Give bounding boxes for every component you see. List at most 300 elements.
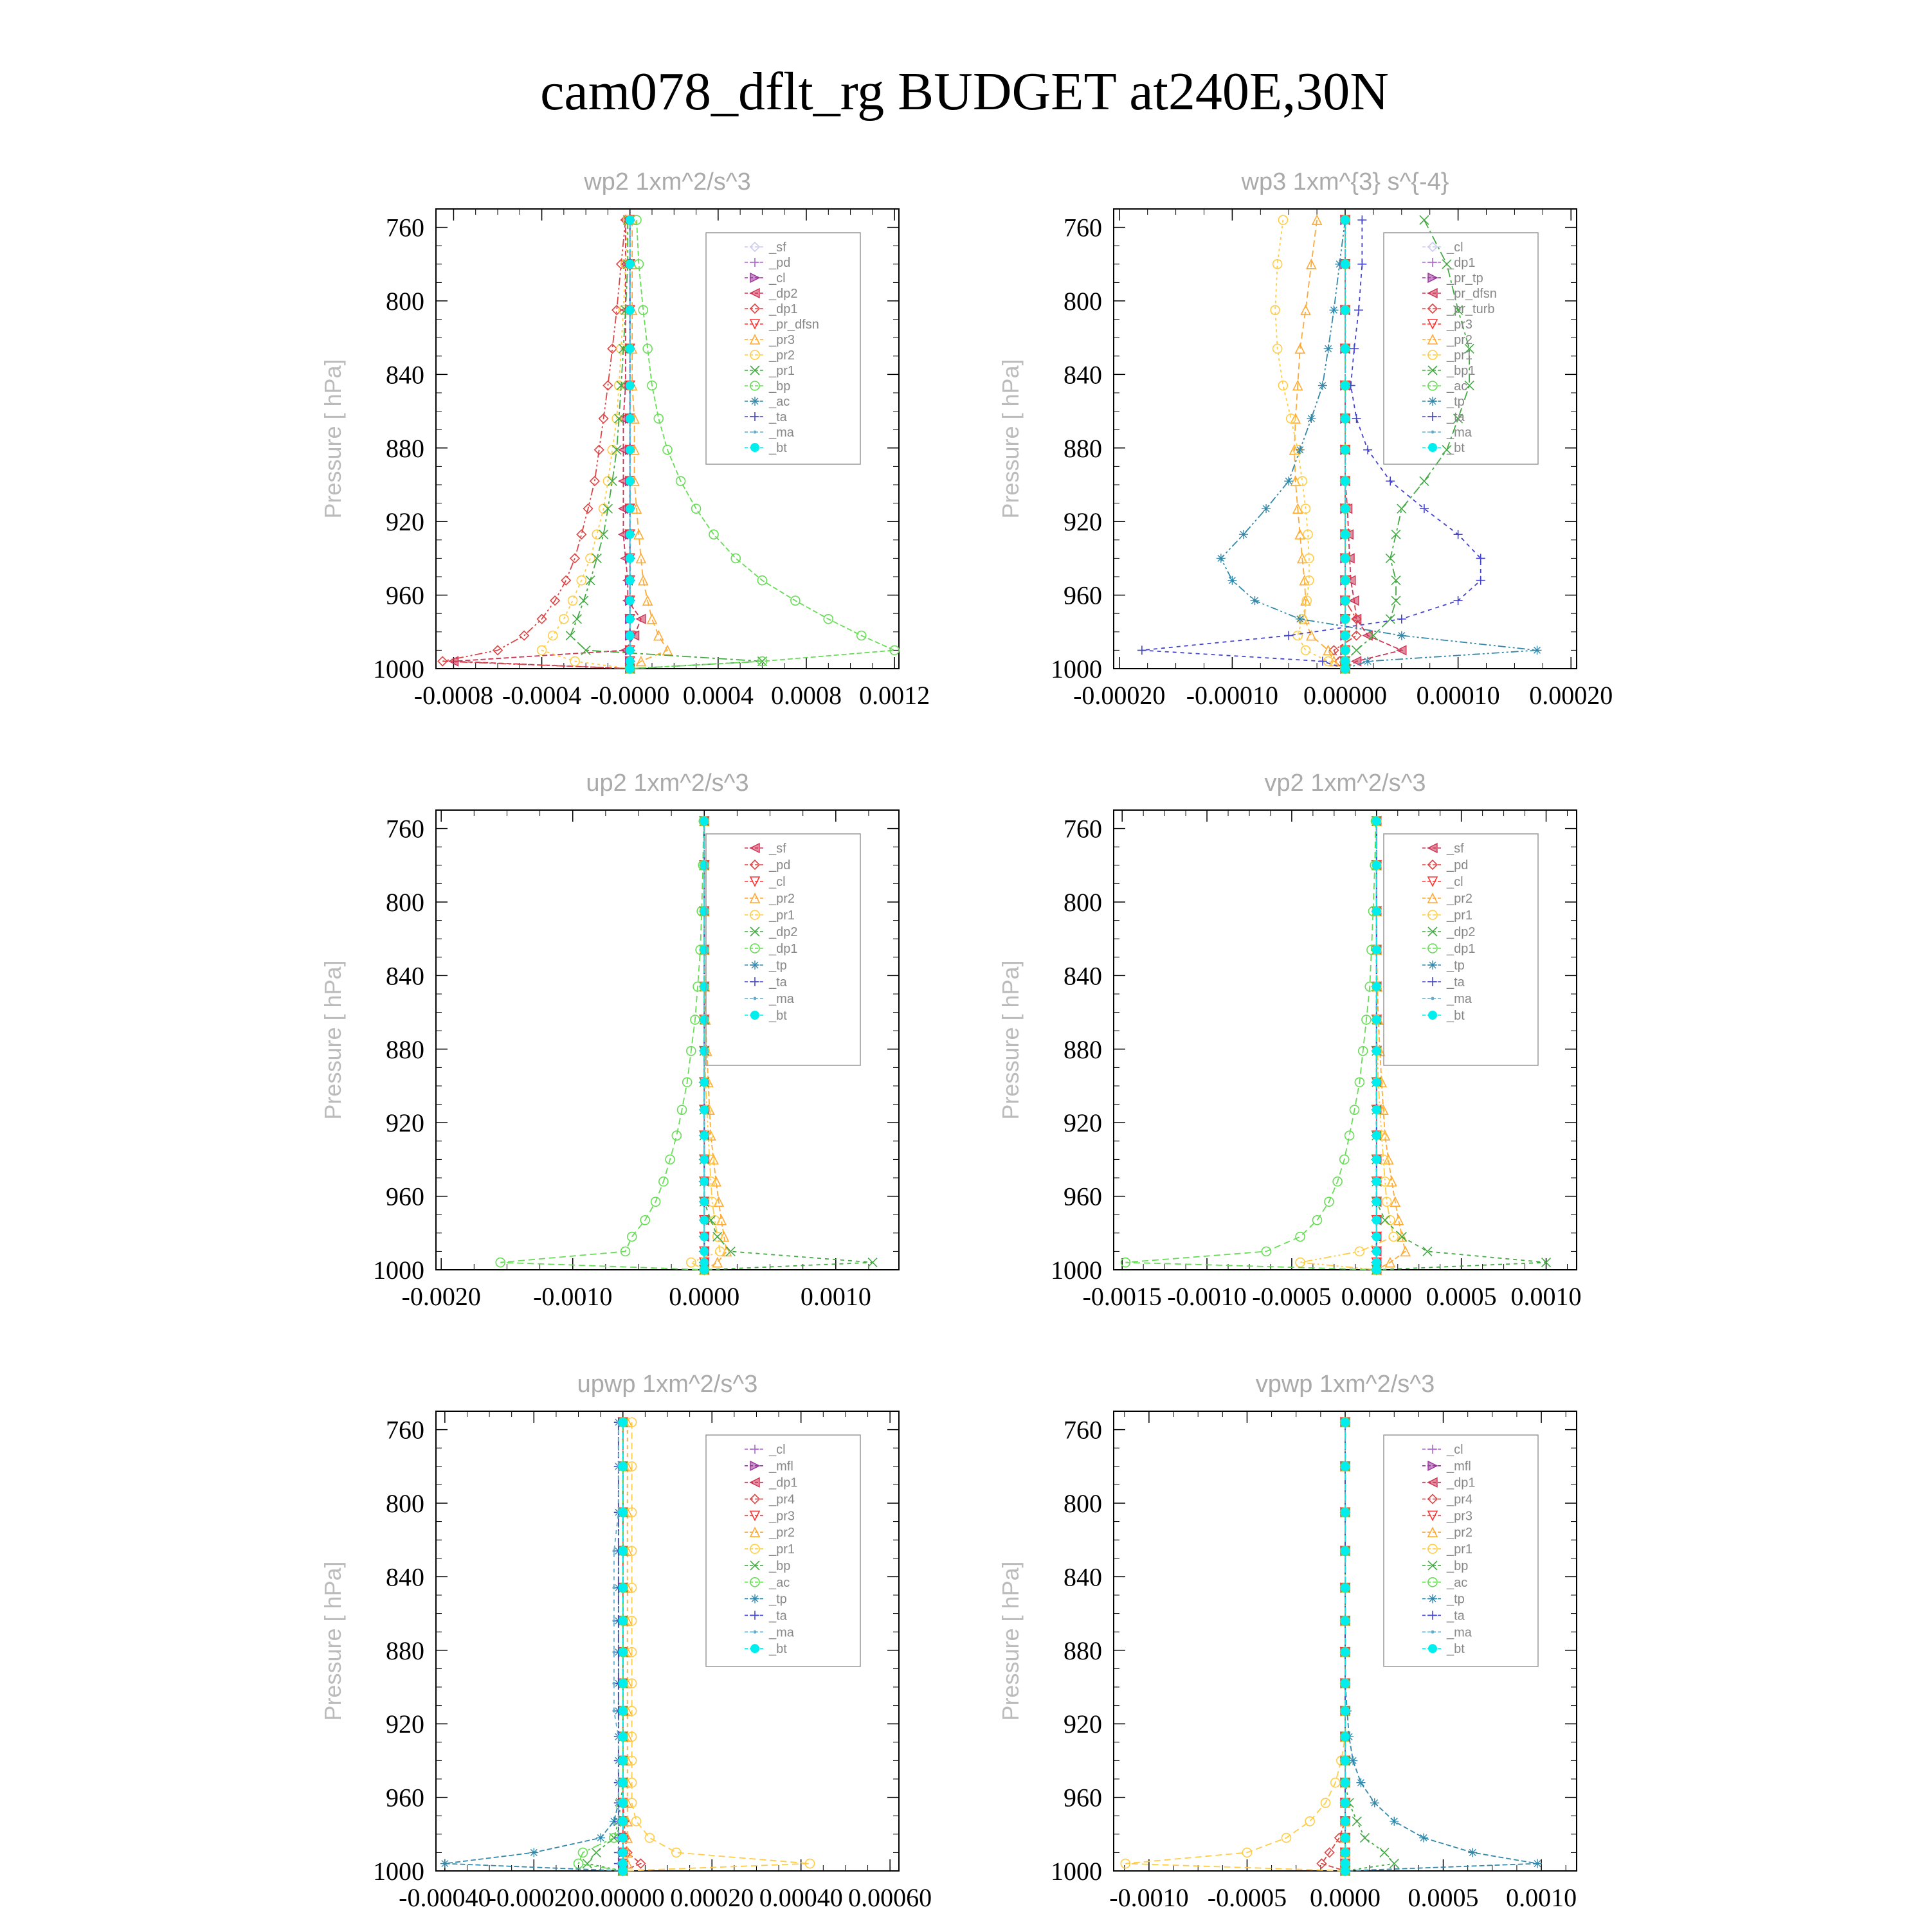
data-point — [1341, 1706, 1350, 1715]
x-tick-label: -0.0005 — [1252, 1282, 1332, 1311]
data-point — [1341, 1817, 1350, 1826]
legend-swatch-marker — [1428, 961, 1437, 970]
legend-label: _bt — [769, 1642, 787, 1657]
data-point — [1341, 664, 1350, 673]
legend-swatch-marker — [754, 431, 757, 434]
data-point — [700, 817, 709, 826]
data-point — [1372, 907, 1381, 916]
legend-label: _bt — [1447, 1642, 1465, 1657]
data-point — [1341, 446, 1350, 455]
data-point — [626, 576, 635, 585]
x-tick-label: 0.0012 — [859, 681, 930, 710]
data-point — [1341, 1834, 1350, 1843]
legend-label: _tp — [1447, 395, 1465, 409]
y-tick-label: 920 — [1064, 1108, 1102, 1138]
data-point — [1390, 1817, 1399, 1826]
legend-label: _bt — [1447, 441, 1465, 455]
x-tick-label: 0.00040 — [759, 1883, 843, 1912]
x-tick-label: 0.0000 — [1341, 1282, 1412, 1311]
data-point — [619, 1798, 628, 1807]
y-tick-label: 760 — [386, 213, 424, 242]
legend-label: _ta — [769, 410, 787, 424]
x-tick-label: 0.0008 — [771, 681, 842, 710]
legend-label: _pr_dfsn — [769, 318, 819, 332]
data-point — [1341, 1866, 1350, 1875]
x-tick-label: -0.0010 — [1167, 1282, 1247, 1311]
y-tick-label: 840 — [1064, 1562, 1102, 1592]
legend-label: _dp2 — [769, 925, 798, 939]
legend-label: _pr1 — [769, 1542, 795, 1557]
legend-label: _pr2 — [1447, 333, 1473, 347]
legend-label: _ta — [769, 1609, 787, 1623]
y-tick-label: 1000 — [1051, 655, 1102, 683]
y-tick-label: 840 — [1064, 360, 1102, 390]
data-point — [440, 1859, 449, 1868]
legend-label: _dp1 — [1447, 942, 1476, 956]
y-axis-label: Pressure [ hPa] — [997, 960, 1024, 1120]
data-point — [1284, 476, 1293, 485]
legend-label: _ma — [769, 1625, 794, 1640]
y-axis-label: Pressure [ hPa] — [320, 359, 346, 519]
data-point — [1341, 530, 1350, 539]
data-point — [626, 260, 635, 269]
legend-label: _tp — [769, 1592, 787, 1607]
data-point — [619, 1706, 628, 1715]
legend-label: _pr2 — [1447, 892, 1473, 906]
data-point — [1227, 576, 1236, 585]
data-point — [1341, 414, 1350, 423]
y-tick-label: 880 — [1064, 1034, 1102, 1064]
y-tick-label: 1000 — [1051, 1256, 1102, 1285]
y-tick-label: 920 — [386, 507, 424, 537]
legend-swatch-marker — [750, 961, 759, 970]
legend-swatch-marker — [1431, 431, 1435, 434]
data-point — [1341, 1508, 1350, 1517]
y-tick-label: 920 — [1064, 1710, 1102, 1739]
data-point — [1348, 1756, 1357, 1765]
data-point — [700, 907, 709, 916]
legend-label: _tp — [769, 959, 787, 973]
data-point — [1341, 1778, 1350, 1787]
legend-label: _dp1 — [1447, 1476, 1476, 1490]
data-point — [626, 664, 635, 673]
data-point — [1341, 1418, 1350, 1427]
data-point — [1341, 260, 1350, 269]
data-point — [1341, 1848, 1350, 1857]
data-point — [1370, 1798, 1379, 1807]
data-point — [700, 1247, 709, 1256]
data-point — [619, 1866, 628, 1875]
legend-label: _tp — [1447, 959, 1465, 973]
legend-label: _pr2 — [769, 348, 795, 363]
y-tick-label: 760 — [1064, 213, 1102, 242]
legend-label: _pr1 — [1447, 908, 1473, 923]
data-point — [1341, 1648, 1350, 1657]
y-tick-label: 760 — [386, 814, 424, 844]
data-point — [619, 1508, 628, 1517]
x-tick-label: 0.0010 — [800, 1282, 871, 1311]
data-point — [1533, 1859, 1542, 1868]
data-point — [1341, 476, 1350, 485]
x-tick-label: 0.0000 — [1310, 1883, 1381, 1912]
data-point — [700, 982, 709, 991]
legend-label: _pr3 — [1447, 1509, 1473, 1524]
data-point — [1341, 1584, 1350, 1593]
legend-label: _mfl — [769, 1459, 793, 1474]
data-point — [612, 1682, 615, 1685]
legend-label: _pr2 — [769, 1526, 795, 1540]
data-point — [1341, 215, 1350, 224]
legend-label: _bp — [1447, 1558, 1469, 1573]
data-point — [1307, 414, 1316, 423]
legend-label: _bt — [769, 441, 787, 455]
y-axis-label: Pressure [ hPa] — [320, 1561, 346, 1721]
y-tick-label: 880 — [386, 1636, 424, 1665]
data-point — [612, 1710, 615, 1713]
legend-swatch-marker — [1428, 1594, 1437, 1603]
data-point — [619, 1817, 628, 1826]
data-point — [619, 1848, 628, 1857]
legend-label: _ac — [1447, 1575, 1468, 1590]
data-point — [1372, 1247, 1381, 1256]
data-point — [1341, 305, 1350, 314]
legend-label: _dp2 — [1447, 925, 1476, 939]
data-point — [1341, 1546, 1350, 1555]
x-tick-label: 0.0005 — [1426, 1282, 1497, 1311]
data-point — [529, 1848, 538, 1857]
y-tick-label: 760 — [1064, 1415, 1102, 1445]
data-point — [1341, 576, 1350, 585]
legend-swatch-marker — [750, 1011, 759, 1020]
data-point — [700, 1177, 709, 1186]
data-point — [619, 1616, 628, 1625]
data-point — [700, 1047, 709, 1056]
y-tick-label: 880 — [386, 1034, 424, 1064]
legend-label: _pr4 — [769, 1492, 795, 1507]
data-point — [1372, 1078, 1381, 1087]
x-tick-label: 0.00060 — [848, 1883, 932, 1912]
legend-label: _pr_turb — [1447, 302, 1495, 316]
data-point — [1341, 1732, 1350, 1741]
data-point — [612, 1620, 615, 1623]
data-point — [612, 1650, 615, 1654]
legend-label: _ac — [769, 1575, 790, 1590]
data-point — [619, 1778, 628, 1787]
legend-label: _ta — [1447, 975, 1465, 989]
x-tick-label: -0.0005 — [1207, 1883, 1287, 1912]
data-point — [700, 1265, 709, 1274]
data-point — [612, 1586, 615, 1589]
data-point — [1397, 631, 1406, 640]
legend-swatch-marker — [1428, 1644, 1437, 1653]
x-tick-label: -0.0020 — [401, 1282, 481, 1311]
y-tick-label: 1000 — [373, 1256, 424, 1285]
data-point — [626, 631, 635, 640]
data-point — [1341, 344, 1350, 353]
data-point — [626, 381, 635, 390]
y-tick-label: 960 — [386, 1182, 424, 1211]
legend-label: _sf — [769, 240, 786, 255]
legend-label: _pd — [1447, 858, 1469, 872]
data-point — [1217, 554, 1226, 563]
legend-label: _pr3 — [1447, 318, 1473, 332]
legend-label: _pd — [769, 256, 791, 270]
data-point — [1341, 1462, 1350, 1471]
legend-label: _ma — [769, 992, 794, 1006]
legend-swatch-marker — [1428, 443, 1437, 452]
data-point — [1372, 1216, 1381, 1225]
legend-label: _dp1 — [769, 1476, 798, 1490]
data-point — [1372, 1232, 1381, 1241]
data-point — [626, 305, 635, 314]
legend-swatch-marker — [1428, 1011, 1437, 1020]
legend-label: _tp — [1447, 1592, 1465, 1607]
legend-label: _ta — [1447, 1609, 1465, 1623]
y-axis-label: Pressure [ hPa] — [997, 359, 1024, 519]
figure-title: cam078_dflt_rg BUDGET at240E,30N — [540, 62, 1389, 122]
data-point — [1341, 1616, 1350, 1625]
legend-label: _pr2 — [1447, 1526, 1473, 1540]
x-tick-label: 0.00000 — [581, 1883, 665, 1912]
x-tick-label: -0.0010 — [533, 1282, 613, 1311]
data-point — [626, 615, 635, 624]
data-point — [700, 861, 709, 870]
legend-label: _bp1 — [1447, 364, 1476, 378]
data-point — [1341, 615, 1350, 624]
y-tick-label: 960 — [1064, 581, 1102, 610]
data-point — [619, 1834, 628, 1843]
legend-label: _pr1 — [1447, 348, 1473, 363]
y-tick-label: 840 — [1064, 961, 1102, 991]
data-point — [1372, 1047, 1381, 1056]
legend-label: _pr1 — [1447, 1542, 1473, 1557]
data-point — [619, 1462, 628, 1471]
legend-label: _pr1 — [769, 364, 795, 378]
legend-swatch-marker — [1428, 397, 1437, 406]
panel-title: vp2 1xm^2/s^3 — [1264, 770, 1426, 797]
y-tick-label: 1000 — [373, 1857, 424, 1886]
y-tick-label: 840 — [386, 961, 424, 991]
data-point — [626, 646, 635, 655]
legend-label: _ma — [1447, 992, 1472, 1006]
y-tick-label: 960 — [386, 1783, 424, 1812]
legend-label: _cl — [769, 271, 786, 285]
data-point — [596, 1834, 605, 1843]
data-point — [1372, 1265, 1381, 1274]
data-point — [1372, 1131, 1381, 1140]
legend-label: _bp — [769, 1558, 791, 1573]
y-tick-label: 800 — [386, 287, 424, 316]
y-tick-label: 800 — [1064, 1489, 1102, 1518]
legend-swatch-marker — [1431, 1630, 1435, 1634]
legend-label: _dp1 — [769, 942, 798, 956]
x-tick-label: -0.00040 — [399, 1883, 491, 1912]
legend-swatch-marker — [750, 397, 759, 406]
y-tick-label: 800 — [386, 1489, 424, 1518]
data-point — [1239, 530, 1248, 539]
legend-label: _mfl — [1447, 1459, 1471, 1474]
legend-label: _bp — [769, 379, 791, 393]
data-point — [1324, 344, 1333, 353]
data-point — [1356, 1778, 1365, 1787]
legend-label: _ma — [769, 426, 794, 440]
legend-label: _ac — [1447, 379, 1468, 393]
legend-label: _pr2 — [769, 892, 795, 906]
legend-swatch-marker — [754, 997, 757, 1000]
data-point — [700, 1131, 709, 1140]
data-point — [700, 1078, 709, 1087]
data-point — [700, 1105, 709, 1114]
y-tick-label: 760 — [1064, 814, 1102, 844]
legend-label: _ma — [1447, 426, 1472, 440]
y-tick-label: 880 — [1064, 433, 1102, 463]
data-point — [1372, 982, 1381, 991]
data-point — [626, 215, 635, 224]
y-tick-label: 800 — [1064, 287, 1102, 316]
data-point — [700, 1197, 709, 1206]
y-tick-label: 920 — [1064, 507, 1102, 537]
data-point — [700, 1216, 709, 1225]
data-point — [1251, 596, 1260, 605]
data-point — [1341, 646, 1350, 655]
data-point — [1468, 1848, 1477, 1857]
data-point — [626, 596, 635, 605]
data-point — [619, 1732, 628, 1741]
legend-label: _ta — [1447, 410, 1465, 424]
legend-label: _dp2 — [769, 287, 798, 301]
x-tick-label: 0.0004 — [682, 681, 754, 710]
legend-swatch-marker — [750, 443, 759, 452]
x-tick-label: 0.00020 — [670, 1883, 754, 1912]
legend-label: _ma — [1447, 1625, 1472, 1640]
data-point — [700, 945, 709, 954]
x-tick-label: -0.0004 — [502, 681, 582, 710]
data-point — [626, 344, 635, 353]
legend-label: _pr_tp — [1447, 271, 1483, 285]
data-point — [619, 1418, 628, 1427]
data-point — [1341, 1756, 1350, 1765]
data-point — [1372, 1177, 1381, 1186]
data-point — [626, 530, 635, 539]
y-tick-label: 760 — [386, 1415, 424, 1445]
legend-label: _bt — [769, 1009, 787, 1023]
data-point — [626, 476, 635, 485]
y-tick-label: 880 — [1064, 1636, 1102, 1665]
x-tick-label: -0.00020 — [487, 1883, 580, 1912]
legend-label: _cl — [1447, 240, 1463, 255]
y-tick-label: 920 — [386, 1710, 424, 1739]
legend-label: _cl — [1447, 1443, 1463, 1457]
data-point — [619, 1679, 628, 1688]
legend-label: _sf — [769, 842, 786, 856]
legend-label: _pr3 — [769, 1509, 795, 1524]
y-tick-label: 1000 — [373, 655, 424, 683]
y-tick-label: 840 — [386, 1562, 424, 1592]
y-tick-label: 880 — [386, 433, 424, 463]
data-point — [1341, 631, 1350, 640]
legend-label: _sf — [1447, 842, 1464, 856]
x-tick-label: 0.0000 — [669, 1282, 740, 1311]
data-point — [626, 414, 635, 423]
legend-label: _pr4 — [1447, 1492, 1473, 1507]
data-point — [1341, 504, 1350, 513]
x-tick-label: 0.00010 — [1416, 681, 1500, 710]
y-tick-label: 800 — [386, 888, 424, 917]
y-tick-label: 800 — [1064, 888, 1102, 917]
x-tick-label: 0.0005 — [1408, 1883, 1479, 1912]
data-point — [626, 504, 635, 513]
panel-title: vpwp 1xm^2/s^3 — [1255, 1371, 1435, 1398]
legend-label: _bt — [1447, 1009, 1465, 1023]
y-tick-label: 960 — [1064, 1783, 1102, 1812]
legend-label: _pr3 — [769, 333, 795, 347]
data-point — [619, 1756, 628, 1765]
y-tick-label: 960 — [386, 581, 424, 610]
x-tick-label: 0.00020 — [1529, 681, 1613, 710]
data-point — [1329, 305, 1338, 314]
data-point — [1341, 554, 1350, 563]
data-point — [1372, 945, 1381, 954]
x-tick-label: -0.0010 — [1109, 1883, 1189, 1912]
legend-label: _pd — [769, 858, 791, 872]
legend-label: _pr_dfsn — [1447, 287, 1497, 301]
y-axis-label: Pressure [ hPa] — [320, 960, 346, 1120]
x-tick-label: 0.0010 — [1506, 1883, 1577, 1912]
legend-label: _pr1 — [769, 908, 795, 923]
x-tick-label: 0.00000 — [1303, 681, 1387, 710]
data-point — [1533, 646, 1542, 655]
legend-label: _cl — [769, 1443, 786, 1457]
x-tick-label: -0.00010 — [1186, 681, 1279, 710]
legend-swatch-marker — [754, 1630, 757, 1634]
data-point — [619, 1648, 628, 1657]
data-point — [700, 1015, 709, 1024]
data-point — [1341, 596, 1350, 605]
data-point — [1419, 1834, 1428, 1843]
x-tick-label: -0.0015 — [1082, 1282, 1162, 1311]
data-point — [1363, 657, 1372, 666]
data-point — [626, 554, 635, 563]
data-point — [619, 1584, 628, 1593]
legend-swatch-marker — [1431, 997, 1435, 1000]
data-point — [700, 1155, 709, 1164]
data-point — [619, 1546, 628, 1555]
legend-label: _cl — [1447, 875, 1463, 889]
data-point — [1296, 615, 1305, 624]
panel-title: upwp 1xm^2/s^3 — [577, 1371, 758, 1398]
x-tick-label: -0.0000 — [590, 681, 670, 710]
y-tick-label: 840 — [386, 360, 424, 390]
data-point — [1341, 381, 1350, 390]
data-point — [1341, 1798, 1350, 1807]
x-tick-label: 0.0010 — [1510, 1282, 1582, 1311]
panel-title: up2 1xm^2/s^3 — [586, 770, 749, 797]
panel-title: wp3 1xm^{3} s^{-4} — [1241, 168, 1449, 195]
legend-label: _ta — [769, 975, 787, 989]
legend-label: _dp1 — [769, 302, 798, 316]
data-point — [1262, 504, 1271, 513]
y-tick-label: 960 — [1064, 1182, 1102, 1211]
x-tick-label: -0.0008 — [413, 681, 494, 710]
data-point — [1372, 1015, 1381, 1024]
data-point — [1341, 1679, 1350, 1688]
data-point — [1296, 446, 1305, 455]
legend-swatch-marker — [750, 1644, 759, 1653]
data-point — [612, 1549, 615, 1553]
data-point — [1372, 1105, 1381, 1114]
data-point — [1372, 1197, 1381, 1206]
panel-title: wp2 1xm^2/s^3 — [584, 168, 751, 195]
